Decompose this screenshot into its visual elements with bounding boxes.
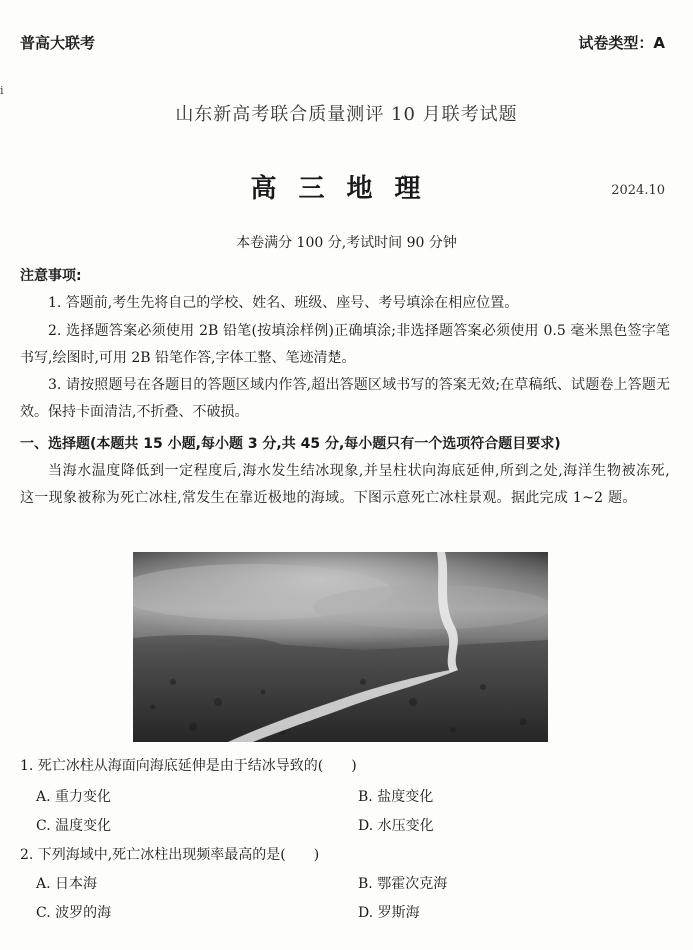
question-1-stem: 1. 死亡冰柱从海面向海底延伸是由于结冰导致的( ) bbox=[20, 758, 357, 774]
question-1-option-d: D. 水压变化 bbox=[358, 818, 434, 834]
question-context: 当海水温度降低到一定程度后,海水发生结冰现象,并呈柱状向海底延伸,所到之处,海洋生物被冻死,这一现象被称为死亡冰柱,常发生在靠近极地的海域。下图示意死亡冰柱景观。据此完成 1~2 题。 bbox=[20, 463, 670, 506]
question-2-option-b: B. 鄂霍次克海 bbox=[358, 876, 448, 892]
exam-brand: 普高大联考 bbox=[20, 34, 96, 52]
notice-item: 2. 选择题答案必须使用 2B 铅笔(按填涂样例)正确填涂;非选择题答案必须使用 0.5 毫米黑色签字笔书写,绘图时,可用 2B 铅笔作答,字体工整、笔迹清楚。 bbox=[20, 323, 670, 366]
notice-item: 1. 答题前,考生先将自己的学校、姓名、班级、座号、考号填涂在相应位置。 bbox=[48, 295, 519, 311]
notice-item: 3. 请按照题号在各题目的答题区域内作答,超出答题区域书写的答案无效;在草稿纸、试题卷上答题无效。保持卡面清洁,不折叠、不破损。 bbox=[20, 377, 670, 420]
question-1-option-b: B. 盐度变化 bbox=[358, 789, 434, 805]
exam-date: 2024.10 bbox=[611, 183, 665, 198]
subject-title: 高三地理 bbox=[250, 174, 443, 204]
exam-info: 本卷满分 100 分,考试时间 90 分钟 bbox=[236, 235, 457, 251]
question-2-option-d: D. 罗斯海 bbox=[358, 905, 420, 921]
question-2-stem: 2. 下列海域中,死亡冰柱出现频率最高的是( ) bbox=[20, 847, 320, 863]
section-title: 一、选择题(本题共 15 小题,每小题 3 分,共 45 分,每小题只有一个选项符合题目要求) bbox=[20, 436, 561, 452]
notice-title: 注意事项: bbox=[20, 268, 82, 284]
question-2-option-a: A. 日本海 bbox=[36, 876, 98, 892]
question-1-option-a: A. 重力变化 bbox=[36, 789, 112, 805]
paper-type: 试卷类型：A bbox=[578, 34, 665, 52]
exam-title: 山东新高考联合质量测评 10 月联考试题 bbox=[175, 104, 518, 125]
death-icicle-photo bbox=[133, 552, 548, 742]
question-1-option-c: C. 温度变化 bbox=[36, 818, 112, 834]
question-2-option-c: C. 波罗的海 bbox=[36, 905, 112, 921]
margin-mark: i bbox=[0, 84, 4, 97]
